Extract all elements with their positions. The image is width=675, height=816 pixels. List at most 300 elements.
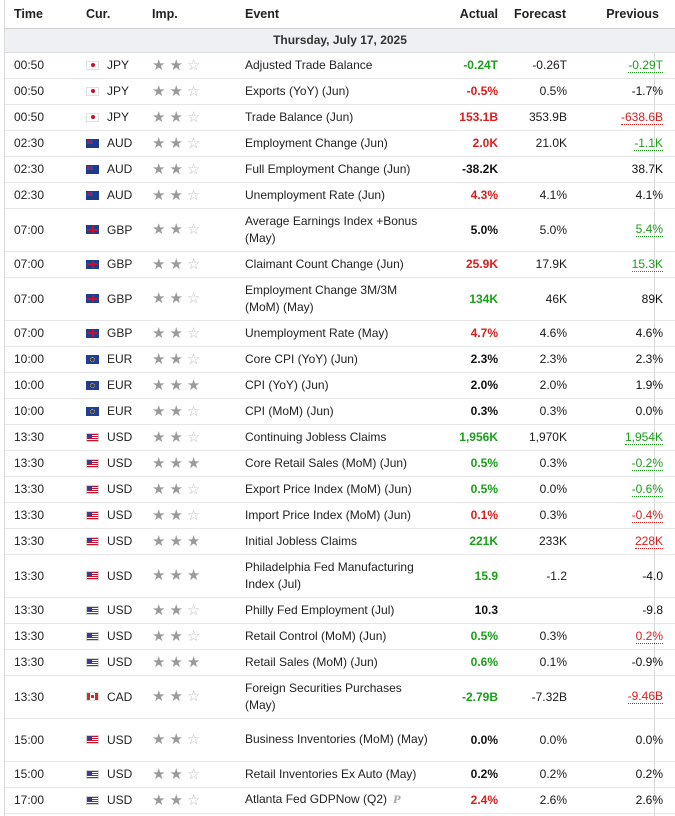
importance-rating xyxy=(148,597,242,623)
event-previous[interactable]: 5.4% xyxy=(635,222,663,236)
event-name-cell[interactable] xyxy=(242,718,435,761)
event-previous-cell xyxy=(579,208,675,251)
event-forecast: 353.9B xyxy=(501,104,579,130)
event-name-cell[interactable] xyxy=(242,554,435,597)
importance-rating xyxy=(148,320,242,346)
event-previous[interactable]: -638.6B xyxy=(620,109,663,124)
event-actual: 4.7% xyxy=(435,320,501,346)
event-row[interactable] xyxy=(5,130,675,156)
event-name-cell[interactable] xyxy=(242,597,435,623)
event-currency: USD xyxy=(107,767,133,781)
event-forecast: -1.2 xyxy=(501,554,579,597)
event-forecast: 0.0% xyxy=(501,718,579,761)
event-previous[interactable]: 1,954K xyxy=(624,429,663,444)
event-previous-cell xyxy=(579,182,675,208)
event-currency-cell xyxy=(74,675,148,718)
event-forecast: 2.0% xyxy=(501,372,579,398)
importance-rating xyxy=(148,675,242,718)
importance-rating xyxy=(148,346,242,372)
event-currency-cell xyxy=(74,718,148,761)
event-currency: USD xyxy=(107,430,133,444)
star-filled-icon: ★ xyxy=(169,402,183,420)
event-name[interactable]: Atlanta Fed GDPNow (Q2) xyxy=(245,792,388,806)
event-previous[interactable]: -0.6% xyxy=(631,481,663,496)
importance-rating xyxy=(148,424,242,450)
event-name[interactable]: Exports (YoY) (Jun) xyxy=(245,83,350,98)
header-importance[interactable]: Imp. xyxy=(148,0,242,28)
star-filled-icon: ★ xyxy=(152,221,166,238)
event-row[interactable] xyxy=(5,424,675,450)
event-name-cell[interactable] xyxy=(242,450,435,476)
usd-flag-icon xyxy=(86,632,99,641)
event-name[interactable]: Unemployment Rate (May) xyxy=(245,325,389,340)
star-filled-icon: ★ xyxy=(169,134,183,152)
event-row[interactable] xyxy=(5,320,675,346)
event-name[interactable]: Average Earnings Index +Bonus (May) xyxy=(245,213,418,245)
event-name[interactable]: Foreign Securities Purchases (May) xyxy=(245,680,402,712)
event-time: 17:00 xyxy=(5,787,74,813)
event-currency: USD xyxy=(107,534,133,548)
event-forecast: 4.1% xyxy=(501,182,579,208)
usd-flag-icon xyxy=(86,658,99,667)
event-forecast: -0.26T xyxy=(501,52,579,78)
event-currency-cell xyxy=(74,787,148,813)
event-name-cell[interactable] xyxy=(242,675,435,718)
event-name[interactable]: Unemployment Rate (Jun) xyxy=(245,187,386,202)
event-previous[interactable]: 15.3K xyxy=(631,256,663,271)
event-currency-cell xyxy=(74,554,148,597)
star-filled-icon: ★ xyxy=(169,56,183,74)
event-name-cell[interactable] xyxy=(242,502,435,528)
event-currency: USD xyxy=(107,655,133,669)
star-empty-icon: ☆ xyxy=(186,108,201,126)
event-forecast: 21.0K xyxy=(501,130,579,156)
event-time: 07:00 xyxy=(5,277,74,320)
event-forecast: 0.2% xyxy=(501,761,579,787)
event-previous: 0.2% xyxy=(635,767,663,781)
event-forecast xyxy=(501,597,579,623)
event-forecast: 0.3% xyxy=(501,398,579,424)
event-name-cell[interactable] xyxy=(242,156,435,182)
event-row[interactable] xyxy=(5,649,675,675)
event-name-cell[interactable] xyxy=(242,761,435,787)
star-filled-icon: ★ xyxy=(152,428,166,446)
star-filled-icon: ★ xyxy=(169,428,183,446)
event-name-cell[interactable] xyxy=(242,130,435,156)
cad-flag-icon xyxy=(86,692,99,701)
event-previous-cell xyxy=(579,398,675,424)
star-filled-icon: ★ xyxy=(152,376,166,394)
event-time: 13:30 xyxy=(5,528,74,554)
event-actual: 0.5% xyxy=(435,623,501,649)
event-currency: AUD xyxy=(107,136,133,150)
event-time: 13:30 xyxy=(5,502,74,528)
event-name[interactable]: Core Retail Sales (MoM) (Jun) xyxy=(245,455,408,470)
event-name-cell[interactable] xyxy=(242,424,435,450)
star-filled-icon: ★ xyxy=(152,290,166,307)
event-previous-cell xyxy=(579,597,675,623)
event-name-cell[interactable] xyxy=(242,277,435,320)
event-row[interactable] xyxy=(5,251,675,277)
event-previous-cell xyxy=(579,450,675,476)
header-forecast[interactable]: Forecast xyxy=(501,0,579,28)
event-forecast: 0.1% xyxy=(501,649,579,675)
star-empty-icon: ☆ xyxy=(186,731,201,748)
star-filled-icon: ★ xyxy=(169,376,183,394)
event-currency: USD xyxy=(107,482,133,496)
event-name[interactable]: Continuing Jobless Claims xyxy=(245,429,387,444)
event-name[interactable]: Adjusted Trade Balance xyxy=(245,57,373,72)
event-time: 13:30 xyxy=(5,450,74,476)
event-currency-cell xyxy=(74,130,148,156)
usd-flag-icon xyxy=(86,770,99,779)
event-previous[interactable]: 228K xyxy=(634,533,663,548)
event-row[interactable] xyxy=(5,104,675,130)
event-actual: 153.1B xyxy=(435,104,501,130)
event-forecast: 0.3% xyxy=(501,450,579,476)
event-currency: JPY xyxy=(107,110,130,124)
date-label: Thursday, July 17, 2025 xyxy=(5,28,675,52)
event-name-cell[interactable] xyxy=(242,398,435,424)
event-currency: GBP xyxy=(107,222,133,237)
event-name[interactable]: Claimant Count Change (Jun) xyxy=(245,256,404,271)
event-actual: 0.3% xyxy=(435,398,501,424)
gbp-flag-icon xyxy=(86,294,99,303)
event-name[interactable]: Employment Change (Jun) xyxy=(245,135,388,150)
aud-flag-icon xyxy=(86,139,99,148)
importance-rating xyxy=(148,649,242,675)
event-name[interactable]: Philly Fed Employment (Jul) xyxy=(245,602,395,617)
header-currency[interactable]: Cur. xyxy=(74,0,148,28)
event-row[interactable] xyxy=(5,554,675,597)
event-previous[interactable]: -9.46B xyxy=(627,689,663,703)
event-row[interactable] xyxy=(5,208,675,251)
header-event[interactable]: Event xyxy=(242,0,435,28)
event-forecast: 2.6% xyxy=(501,787,579,813)
event-name[interactable]: CPI (MoM) (Jun) xyxy=(245,403,334,418)
event-currency-cell xyxy=(74,623,148,649)
event-row[interactable] xyxy=(5,675,675,718)
star-empty-icon: ☆ xyxy=(186,255,201,273)
event-currency-cell xyxy=(74,78,148,104)
event-forecast: 5.0% xyxy=(501,208,579,251)
event-row[interactable] xyxy=(5,52,675,78)
star-filled-icon: ★ xyxy=(152,532,166,550)
event-actual: 0.5% xyxy=(435,476,501,502)
star-filled-icon: ★ xyxy=(169,255,183,273)
event-currency-cell xyxy=(74,251,148,277)
event-row[interactable] xyxy=(5,597,675,623)
star-filled-icon: ★ xyxy=(152,653,166,671)
star-filled-icon: ★ xyxy=(169,480,183,498)
event-currency-cell xyxy=(74,597,148,623)
event-previous: 1.9% xyxy=(635,378,663,392)
star-empty-icon: ☆ xyxy=(186,627,201,645)
event-time: 07:00 xyxy=(5,208,74,251)
event-name[interactable]: Full Employment Change (Jun) xyxy=(245,161,411,176)
star-empty-icon: ☆ xyxy=(186,290,201,307)
star-filled-icon: ★ xyxy=(152,567,166,584)
star-filled-icon: ★ xyxy=(152,350,166,368)
event-name-cell[interactable] xyxy=(242,104,435,130)
event-row[interactable] xyxy=(5,156,675,182)
event-actual: 0.1% xyxy=(435,502,501,528)
event-previous-cell xyxy=(579,78,675,104)
event-name-cell[interactable] xyxy=(242,623,435,649)
event-time: 10:00 xyxy=(5,346,74,372)
event-name[interactable]: Employment Change 3M/3M (MoM) (May) xyxy=(245,282,398,314)
star-filled-icon: ★ xyxy=(169,82,183,100)
event-name-cell[interactable] xyxy=(242,528,435,554)
event-name-cell[interactable] xyxy=(242,78,435,104)
event-actual: 10.3 xyxy=(435,597,501,623)
star-filled-icon: ★ xyxy=(169,290,183,307)
event-currency: GBP xyxy=(107,257,133,271)
event-currency: USD xyxy=(107,508,133,522)
event-time: 13:30 xyxy=(5,623,74,649)
star-filled-icon: ★ xyxy=(169,653,183,671)
event-currency-cell xyxy=(74,450,148,476)
event-previous[interactable]: -0.4% xyxy=(631,507,663,522)
importance-rating xyxy=(148,251,242,277)
event-forecast: 0.0% xyxy=(501,476,579,502)
event-actual: 2.0% xyxy=(435,372,501,398)
event-previous[interactable]: 0.2% xyxy=(635,628,663,643)
event-previous: 89K xyxy=(641,291,663,306)
event-name[interactable]: Initial Jobless Claims xyxy=(245,533,358,548)
star-filled-icon: ★ xyxy=(169,688,183,705)
event-currency: JPY xyxy=(107,84,130,98)
usd-flag-icon xyxy=(86,511,99,520)
event-time: 00:50 xyxy=(5,52,74,78)
event-name-cell[interactable] xyxy=(242,182,435,208)
star-filled-icon: ★ xyxy=(169,324,183,342)
importance-rating xyxy=(148,78,242,104)
eur-flag-icon xyxy=(86,355,99,364)
event-row[interactable] xyxy=(5,182,675,208)
star-empty-icon: ☆ xyxy=(186,324,201,342)
star-filled-icon: ★ xyxy=(152,402,166,420)
event-time: 00:50 xyxy=(5,78,74,104)
event-name-cell[interactable] xyxy=(242,320,435,346)
aud-flag-icon xyxy=(86,165,99,174)
importance-rating xyxy=(148,208,242,251)
event-name-cell[interactable] xyxy=(242,346,435,372)
event-currency-cell xyxy=(74,104,148,130)
event-currency: USD xyxy=(107,732,133,747)
event-currency: USD xyxy=(107,603,133,617)
star-filled-icon: ★ xyxy=(169,567,183,584)
event-name-cell[interactable] xyxy=(242,649,435,675)
event-name[interactable]: Retail Control (MoM) (Jun) xyxy=(245,628,387,643)
usd-flag-icon xyxy=(86,433,99,442)
event-currency-cell xyxy=(74,528,148,554)
event-row[interactable] xyxy=(5,623,675,649)
event-currency: AUD xyxy=(107,162,133,176)
event-currency-cell xyxy=(74,156,148,182)
event-previous-cell xyxy=(579,424,675,450)
preliminary-icon: P xyxy=(393,795,401,806)
header-previous[interactable]: Previous xyxy=(579,0,675,28)
event-forecast: 0.3% xyxy=(501,623,579,649)
event-previous: 0.0% xyxy=(635,732,663,747)
event-currency: GBP xyxy=(107,326,133,340)
event-previous[interactable]: -0.29T xyxy=(628,57,663,72)
header-actual[interactable]: Actual xyxy=(435,0,501,28)
event-row[interactable] xyxy=(5,346,675,372)
star-empty-icon: ☆ xyxy=(186,350,201,368)
importance-rating xyxy=(148,450,242,476)
event-name[interactable]: CPI (YoY) (Jun) xyxy=(245,377,329,392)
jpy-flag-icon xyxy=(86,61,99,70)
star-empty-icon: ☆ xyxy=(186,601,201,619)
star-filled-icon: ★ xyxy=(152,160,166,178)
star-filled-icon: ★ xyxy=(169,627,183,645)
importance-rating xyxy=(148,476,242,502)
event-actual: 2.4% xyxy=(435,787,501,813)
importance-rating xyxy=(148,554,242,597)
star-empty-icon: ☆ xyxy=(186,134,201,152)
event-currency: CAD xyxy=(107,689,133,704)
star-filled-icon: ★ xyxy=(169,791,183,809)
event-row[interactable] xyxy=(5,502,675,528)
event-previous-cell xyxy=(579,52,675,78)
event-time: 10:00 xyxy=(5,398,74,424)
event-previous[interactable]: -0.2% xyxy=(631,455,663,470)
event-row[interactable] xyxy=(5,761,675,787)
event-currency: JPY xyxy=(107,58,130,72)
star-empty-icon: ☆ xyxy=(186,56,201,74)
event-previous-cell xyxy=(579,761,675,787)
jpy-flag-icon xyxy=(86,113,99,122)
event-actual: -0.5% xyxy=(435,78,501,104)
event-actual: 0.5% xyxy=(435,450,501,476)
star-filled-icon: ★ xyxy=(169,765,183,783)
event-previous-cell xyxy=(579,320,675,346)
event-name-cell[interactable] xyxy=(242,251,435,277)
star-filled-icon: ★ xyxy=(169,532,183,550)
event-name-cell[interactable] xyxy=(242,208,435,251)
event-currency-cell xyxy=(74,346,148,372)
event-row[interactable] xyxy=(5,718,675,761)
event-previous-cell xyxy=(579,649,675,675)
event-row[interactable] xyxy=(5,528,675,554)
event-previous-cell xyxy=(579,104,675,130)
header-time[interactable]: Time xyxy=(5,0,74,28)
aud-flag-icon xyxy=(86,191,99,200)
event-currency: AUD xyxy=(107,188,133,202)
star-empty-icon: ☆ xyxy=(186,480,201,498)
event-currency-cell xyxy=(74,52,148,78)
event-currency: EUR xyxy=(107,378,133,392)
star-empty-icon: ☆ xyxy=(186,160,201,178)
event-row[interactable] xyxy=(5,372,675,398)
star-filled-icon: ★ xyxy=(152,480,166,498)
event-name-cell[interactable] xyxy=(242,372,435,398)
star-filled-icon: ★ xyxy=(186,567,201,584)
event-forecast: 0.5% xyxy=(501,78,579,104)
star-filled-icon: ★ xyxy=(169,350,183,368)
star-empty-icon: ☆ xyxy=(186,791,201,809)
importance-rating xyxy=(148,277,242,320)
event-name[interactable]: Business Inventories (MoM) (May) xyxy=(245,732,428,746)
event-previous[interactable]: -1.1K xyxy=(634,135,663,150)
event-actual: 134K xyxy=(435,277,501,320)
event-row[interactable] xyxy=(5,787,675,813)
star-filled-icon: ★ xyxy=(152,791,166,809)
event-name[interactable]: Philadelphia Fed Manufacturing Index (Jul) xyxy=(245,559,414,591)
event-name-cell[interactable] xyxy=(242,787,435,813)
event-actual: -0.24T xyxy=(435,52,501,78)
event-time: 00:50 xyxy=(5,104,74,130)
event-currency-cell xyxy=(74,649,148,675)
event-time: 02:30 xyxy=(5,156,74,182)
star-filled-icon: ★ xyxy=(169,731,183,748)
event-forecast: 233K xyxy=(501,528,579,554)
event-actual: 15.9 xyxy=(435,554,501,597)
importance-rating xyxy=(148,528,242,554)
star-filled-icon: ★ xyxy=(186,653,201,671)
event-previous-cell xyxy=(579,623,675,649)
event-currency-cell xyxy=(74,476,148,502)
event-name[interactable]: Core CPI (YoY) (Jun) xyxy=(245,351,358,366)
event-currency: USD xyxy=(107,793,133,807)
event-previous-cell xyxy=(579,251,675,277)
star-filled-icon: ★ xyxy=(169,506,183,524)
usd-flag-icon xyxy=(86,459,99,468)
event-row[interactable] xyxy=(5,450,675,476)
star-filled-icon: ★ xyxy=(169,601,183,619)
event-name[interactable]: Export Price Index (MoM) (Jun) xyxy=(245,481,412,496)
star-filled-icon: ★ xyxy=(169,160,183,178)
star-filled-icon: ★ xyxy=(152,134,166,152)
event-time: 13:30 xyxy=(5,675,74,718)
event-forecast: 46K xyxy=(501,277,579,320)
event-row[interactable] xyxy=(5,476,675,502)
event-previous-cell xyxy=(579,718,675,761)
event-time: 15:00 xyxy=(5,761,74,787)
event-row[interactable] xyxy=(5,398,675,424)
event-currency-cell xyxy=(74,398,148,424)
event-name[interactable]: Retail Inventories Ex Auto (May) xyxy=(245,766,417,781)
event-previous: 4.1% xyxy=(635,188,663,202)
event-row[interactable] xyxy=(5,78,675,104)
event-currency: USD xyxy=(107,629,133,643)
event-previous: -0.9% xyxy=(631,655,663,669)
event-previous-cell xyxy=(579,130,675,156)
event-actual: 25.9K xyxy=(435,251,501,277)
star-empty-icon: ☆ xyxy=(186,506,201,524)
event-currency-cell xyxy=(74,277,148,320)
event-actual: -38.2K xyxy=(435,156,501,182)
event-name[interactable]: Retail Sales (MoM) (Jun) xyxy=(245,654,378,669)
eur-flag-icon xyxy=(86,381,99,390)
date-row xyxy=(5,28,675,52)
event-time: 13:30 xyxy=(5,424,74,450)
event-currency-cell xyxy=(74,208,148,251)
event-currency-cell xyxy=(74,182,148,208)
star-empty-icon: ☆ xyxy=(186,428,201,446)
importance-rating xyxy=(148,372,242,398)
event-name-cell[interactable] xyxy=(242,476,435,502)
event-name[interactable]: Trade Balance (Jun) xyxy=(245,109,354,124)
star-filled-icon: ★ xyxy=(152,765,166,783)
event-time: 13:30 xyxy=(5,649,74,675)
event-currency-cell xyxy=(74,761,148,787)
event-name-cell[interactable] xyxy=(242,52,435,78)
event-name[interactable]: Import Price Index (MoM) (Jun) xyxy=(245,507,412,522)
event-row[interactable] xyxy=(5,277,675,320)
